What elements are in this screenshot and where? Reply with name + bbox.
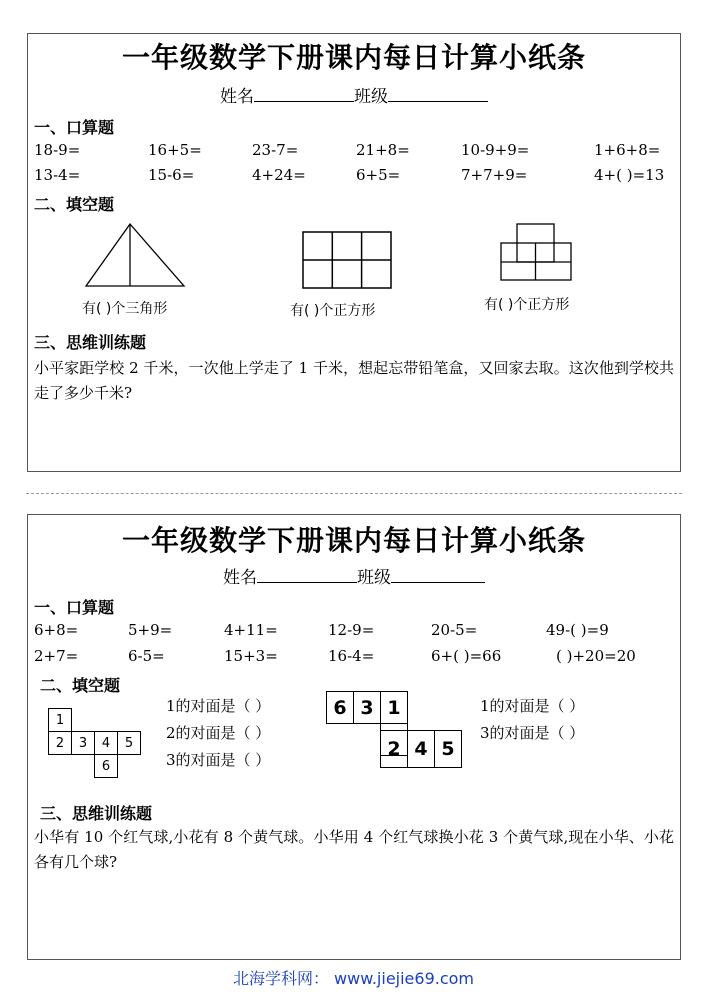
class-blank[interactable] xyxy=(391,566,485,583)
net-cell: 2 xyxy=(48,731,72,755)
problem: 18-9= xyxy=(34,141,81,159)
problem: 49-( )=9 xyxy=(546,621,609,639)
arithmetic-row xyxy=(34,647,674,669)
footer-website[interactable]: 北海学科网： www.jiejie69.com xyxy=(232,969,475,988)
problem: ( )+20=20 xyxy=(556,647,636,665)
name-class-line xyxy=(28,563,680,588)
arithmetic-row xyxy=(34,141,674,163)
section-heading-oral: 一、口算题 xyxy=(34,598,115,617)
worksheet-title: 一年级数学下册课内每日计算小纸条 xyxy=(121,41,586,74)
problem: 7+7+9= xyxy=(461,166,528,184)
name-label: 姓名 xyxy=(223,568,257,588)
problem: 21+8= xyxy=(356,141,410,159)
opposite-face-question: 3的对面是（ ） xyxy=(480,724,585,742)
net-cell: 4 xyxy=(407,730,435,768)
problem: 10-9+9= xyxy=(461,141,530,159)
net-cell: 3 xyxy=(353,691,381,724)
arithmetic-row xyxy=(34,621,674,643)
net-cell: 5 xyxy=(117,731,141,755)
name-blank[interactable] xyxy=(254,85,354,102)
section-heading-thinking: 三、思维训练题 xyxy=(34,333,147,352)
net-cell: 6 xyxy=(94,754,118,778)
problem: 6+( )=66 xyxy=(431,647,502,665)
worksheet-2 xyxy=(27,514,681,960)
cut-line xyxy=(26,493,682,494)
grid-caption: 有( )个正方形 xyxy=(290,303,376,319)
class-blank[interactable] xyxy=(388,85,488,102)
opposite-face-question: 3的对面是（ ） xyxy=(166,751,271,769)
problem: 4+24= xyxy=(252,166,306,184)
section-heading-thinking: 三、思维训练题 xyxy=(40,804,153,823)
problem: 2+7= xyxy=(34,647,79,665)
problem: 15+3= xyxy=(224,647,278,665)
problem: 4+11= xyxy=(224,621,278,639)
net-cell: 5 xyxy=(434,730,462,768)
problem: 5+9= xyxy=(128,621,173,639)
triangle-figure xyxy=(84,222,188,290)
arithmetic-row xyxy=(34,166,674,188)
class-label: 班级 xyxy=(357,568,391,588)
worksheet-title: 一年级数学下册课内每日计算小纸条 xyxy=(121,524,586,557)
opposite-face-question: 1的对面是（ ） xyxy=(480,697,585,715)
grid-figure xyxy=(302,231,394,291)
net-cell: 3 xyxy=(71,731,95,755)
problem: 20-5= xyxy=(431,621,478,639)
problem: 1+6+8= xyxy=(594,141,661,159)
problem: 16-4= xyxy=(328,647,375,665)
problem: 13-4= xyxy=(34,166,81,184)
problem: 23-7= xyxy=(252,141,299,159)
name-class-line xyxy=(28,82,680,107)
net-cell: 6 xyxy=(326,691,354,724)
problem: 12-9= xyxy=(328,621,375,639)
problem: 15-6= xyxy=(148,166,195,184)
name-blank[interactable] xyxy=(257,566,357,583)
problem: 6+5= xyxy=(356,166,401,184)
triangle-caption: 有( )个三角形 xyxy=(82,301,168,317)
word-problem: 小平家距学校 2 千米，一次他上学走了 1 千米，想起忘带铅笔盒，又回家去取。这次他到学校共走了多少千米? xyxy=(34,359,674,402)
net-cell: 4 xyxy=(94,731,118,755)
worksheet-1 xyxy=(27,33,681,472)
problem: 6+8= xyxy=(34,621,79,639)
net-cell: 2 xyxy=(380,730,408,768)
name-label: 姓名 xyxy=(220,87,254,107)
net-cell: 1 xyxy=(48,708,72,732)
problem: 6-5= xyxy=(128,647,165,665)
opposite-face-question: 2的对面是（ ） xyxy=(166,724,271,742)
net-cell: 1 xyxy=(380,691,408,724)
word-problem: 小华有 10 个红气球,小花有 8 个黄气球。小华用 4 个红气球换小花 3 个黄气球,现在小华、小花各有几个球? xyxy=(34,828,674,871)
overlap-caption: 有( )个正方形 xyxy=(484,297,570,313)
overlap-squares-figure xyxy=(500,223,574,283)
section-heading-oral: 一、口算题 xyxy=(34,118,115,137)
problem: 16+5= xyxy=(148,141,202,159)
class-label: 班级 xyxy=(354,87,388,107)
problem: 4+( )=13 xyxy=(594,166,665,184)
section-heading-fill: 二、填空题 xyxy=(40,676,121,695)
opposite-face-question: 1的对面是（ ） xyxy=(166,697,271,715)
section-heading-fill: 二、填空题 xyxy=(34,195,115,214)
